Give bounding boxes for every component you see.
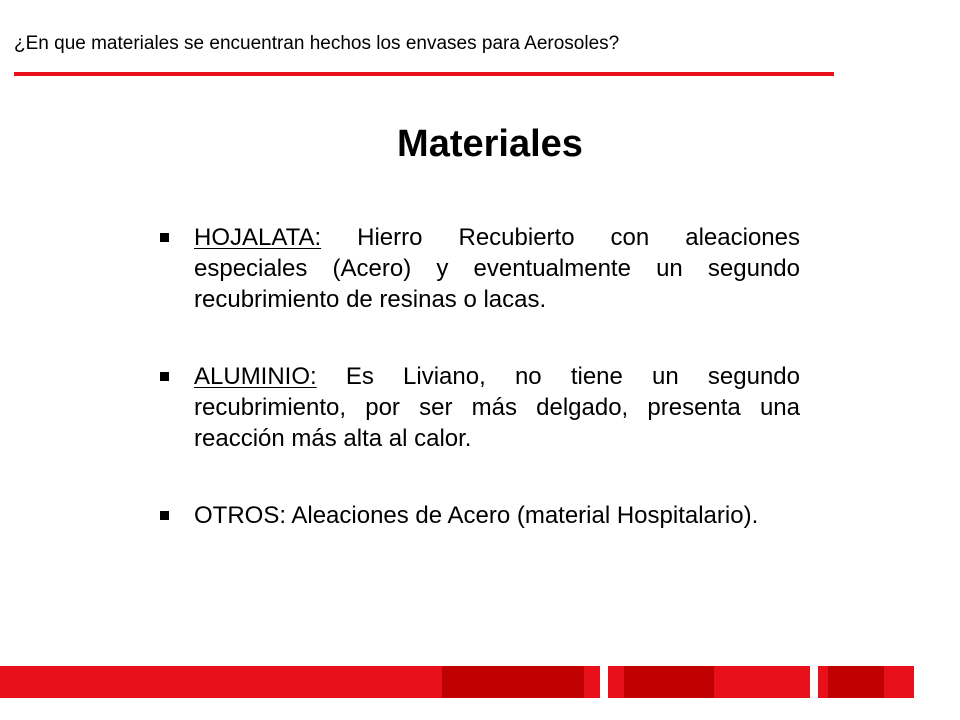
footer-segment: [624, 666, 714, 698]
square-bullet-icon: [160, 511, 169, 520]
footer-segment: [608, 666, 624, 698]
bullet-otros: [160, 500, 800, 531]
footer-decoration: [0, 666, 960, 698]
bullet-list: [160, 222, 800, 577]
footer-segment: [442, 666, 584, 698]
bullet-hojalata: [160, 222, 800, 315]
footer-segment: [0, 666, 442, 698]
bullet-term: HOJALATA:: [194, 224, 322, 251]
header-question: ¿En que materiales se encuentran hechos los envases para Aerosoles?: [14, 33, 620, 54]
footer-segment: [828, 666, 884, 698]
square-bullet-icon: [160, 372, 169, 381]
slide-title: Materiales: [397, 123, 583, 165]
footer-segment: [818, 666, 828, 698]
bullet-text: OTROS: Aleaciones de Acero (material Hospitalario).: [194, 502, 759, 529]
footer-segment: [584, 666, 600, 698]
footer-segment: [884, 666, 914, 698]
bullet-text: Hierro Recubierto con aleaciones especiales (Acero) y eventualmente un segundo recubrimiento de resinas o lacas.: [194, 224, 800, 313]
footer-segment: [714, 666, 810, 698]
bullet-aluminio: [160, 361, 800, 454]
header-divider: [14, 72, 834, 76]
bullet-text: Es Liviano, no tiene un segundo recubrimiento, por ser más delgado, presenta una reacción más alta al calor.: [194, 363, 800, 452]
square-bullet-icon: [160, 233, 169, 242]
bullet-term: ALUMINIO:: [194, 363, 317, 390]
